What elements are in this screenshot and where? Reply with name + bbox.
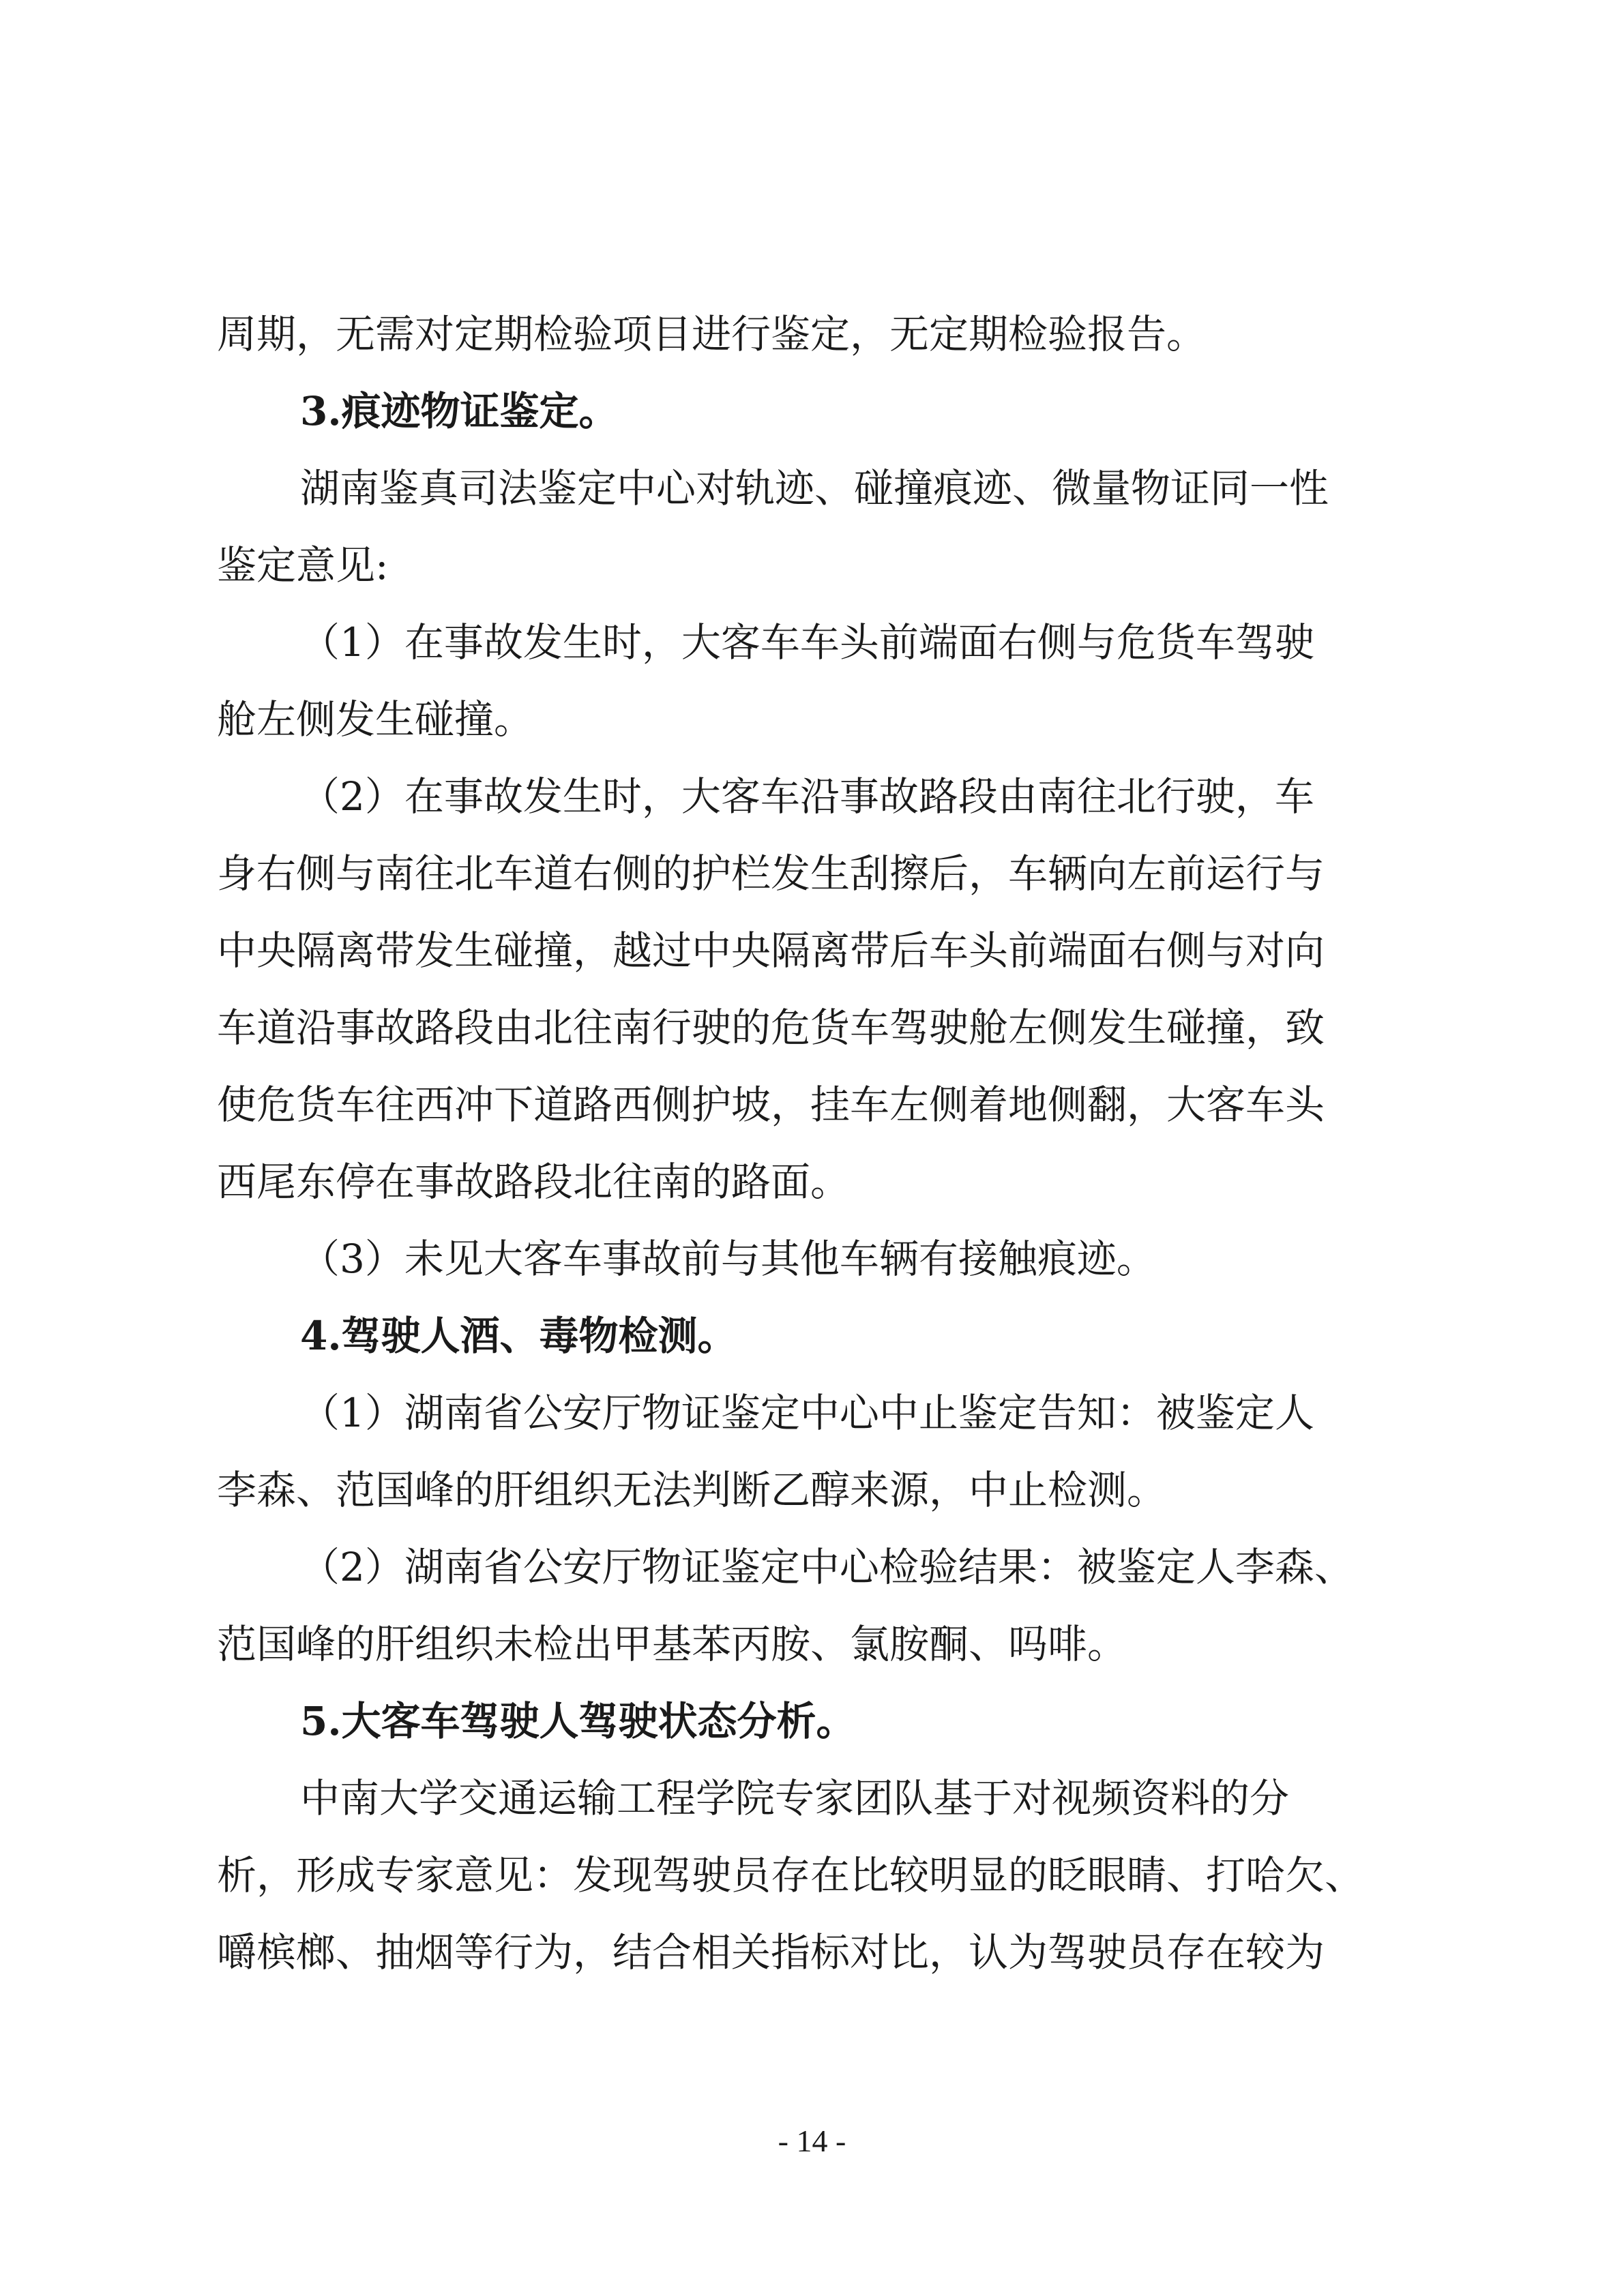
page-number: - 14 - xyxy=(778,2123,846,2158)
text: 4.驾驶人酒、毒物检测。 xyxy=(300,1313,737,1359)
text: 周期，无需对定期检验项目进行鉴定，无定期检验报告。 xyxy=(217,311,1207,357)
text: （2）在事故发生时，大客车沿事故路段由南往北行驶，车 xyxy=(300,773,1314,820)
body-line-22 xyxy=(0,1926,1624,1978)
text: 范国峰的肝组织未检出甲基苯丙胺、氯胺酮、吗啡。 xyxy=(217,1621,1127,1667)
body-line-20 xyxy=(0,1772,1624,1824)
section-heading-3 xyxy=(0,385,1624,437)
body-line-9 xyxy=(0,925,1624,976)
body-line-7 xyxy=(0,771,1624,822)
body-line-5 xyxy=(0,616,1624,668)
body-line-3 xyxy=(0,462,1624,514)
text: （1）湖南省公安厅物证鉴定中心中止鉴定告知：被鉴定人 xyxy=(300,1390,1314,1436)
text: 使危货车往西冲下道路西侧护坡，挂车左侧着地侧翻，大客车头 xyxy=(217,1082,1325,1128)
body-line-13 xyxy=(0,1233,1624,1285)
body-line-10 xyxy=(0,1002,1624,1054)
text: 中央隔离带发生碰撞，越过中央隔离带后车头前端面右侧与对向 xyxy=(217,927,1325,974)
body-line-11 xyxy=(0,1079,1624,1131)
text: 湖南鉴真司法鉴定中心对轨迹、碰撞痕迹、微量物证同一性 xyxy=(300,465,1329,511)
text: 嚼槟榔、抽烟等行为，结合相关指标对比，认为驾驶员存在较为 xyxy=(217,1929,1325,1976)
body-line-17 xyxy=(0,1541,1624,1593)
body-line-15 xyxy=(0,1387,1624,1439)
body-line-18 xyxy=(0,1618,1624,1670)
text: （1）在事故发生时，大客车车头前端面右侧与危货车驾驶 xyxy=(300,619,1314,666)
body-line-16 xyxy=(0,1464,1624,1516)
text: 5.大客车驾驶人驾驶状态分析。 xyxy=(300,1698,856,1744)
text: 中南大学交通运输工程学院专家团队基于对视频资料的分 xyxy=(300,1775,1290,1821)
body-line-6 xyxy=(0,694,1624,745)
text: 西尾东停在事故路段北往南的路面。 xyxy=(217,1159,851,1205)
body-line-8 xyxy=(0,848,1624,899)
text: 舱左侧发生碰撞。 xyxy=(217,696,534,743)
text: 身右侧与南往北车道右侧的护栏发生刮擦后，车辆向左前运行与 xyxy=(217,850,1325,897)
body-line-12 xyxy=(0,1156,1624,1208)
section-heading-5 xyxy=(0,1695,1624,1747)
text: （3）未见大客车事故前与其他车辆有接触痕迹。 xyxy=(300,1236,1156,1282)
text: 李森、范国峰的肝组织无法判断乙醇来源，中止检测。 xyxy=(217,1467,1167,1513)
text: 析，形成专家意见：发现驾驶员存在比较明显的眨眼睛、打哈欠、 xyxy=(217,1852,1365,1898)
body-line-4 xyxy=(0,539,1624,591)
text: （2）湖南省公安厅物证鉴定中心检验结果：被鉴定人李森、 xyxy=(300,1544,1354,1590)
body-line-1 xyxy=(0,308,1624,360)
text: 3.痕迹物证鉴定。 xyxy=(300,388,619,434)
text: 鉴定意见: xyxy=(217,542,389,588)
section-heading-4 xyxy=(0,1310,1624,1362)
body-line-21 xyxy=(0,1849,1624,1901)
text: 车道沿事故路段由北往南行驶的危货车驾驶舱左侧发生碰撞，致 xyxy=(217,1004,1325,1051)
